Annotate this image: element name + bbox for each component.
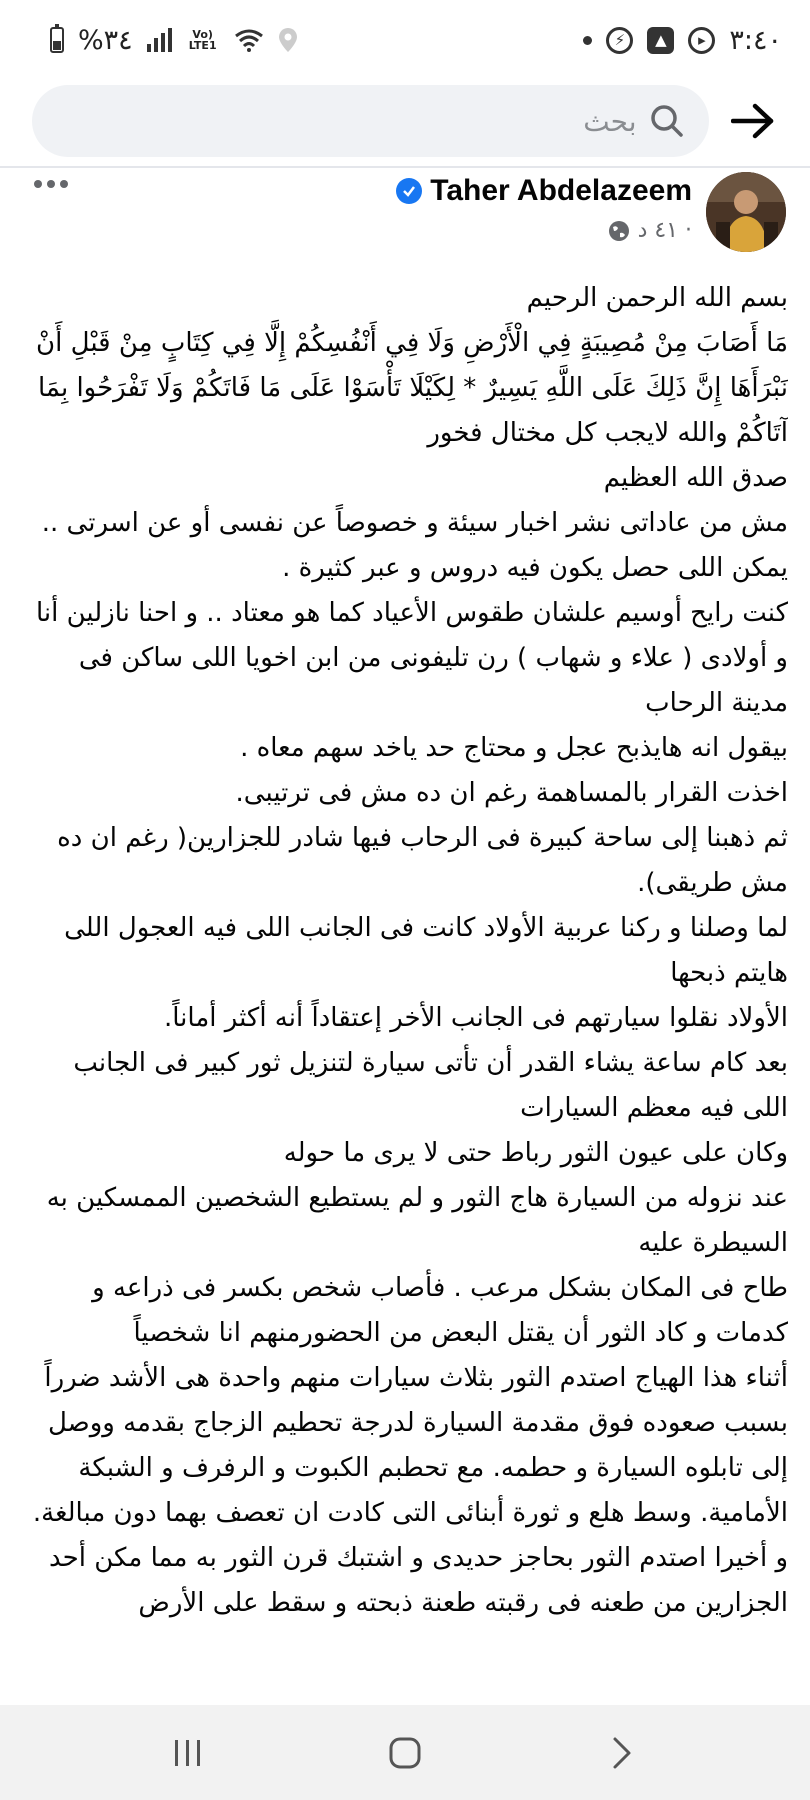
post-paragraph: صدق الله العظيم (603, 463, 788, 493)
post-paragraph: كنت رايح أوسيم علشان طقوس الأعياد كما هو معتاد .. و احنا نازلين أنا و أولادى ( علاء و شهاب ) رن تليفونى من ابن اخويا اللى ساكن فى مدينة الرحاب (35, 598, 788, 718)
author-name[interactable]: Taher Abdelazeem (430, 174, 692, 207)
post-paragraph: وكان على عيون الثور رباط حتى لا يرى ما حوله (283, 1138, 788, 1168)
post-paragraph: اخذت القرار بالمساهمة رغم ان ده مش فى ترتيبى. (235, 778, 788, 808)
notification-dot-icon (583, 36, 592, 45)
search-placeholder: بحث (583, 104, 637, 138)
post-paragraph: بعد كام ساعة يشاء القدر أن تأتى سيارة لتنزيل ثور كبير فى الجانب اللى فيه معظم السيارات (73, 1048, 788, 1123)
post-paragraph: الأولاد نقلوا سيارتهم فى الجانب الأخر إعتقاداً أنه أكثر أماناً. (163, 1003, 788, 1033)
post-header (0, 170, 810, 260)
gallery-icon: ▲ (647, 27, 674, 54)
post-time[interactable]: ٤١ د · (637, 218, 692, 243)
avatar-image (706, 172, 786, 252)
globe-icon (608, 220, 630, 242)
post-paragraph: بيقول انه هايذبح عجل و محتاج حد ياخد سهم معاه . (240, 733, 788, 763)
network-type: Vo) LTE1 (188, 28, 217, 52)
back-button[interactable] (729, 96, 778, 146)
wifi-icon (234, 28, 264, 52)
header-divider (0, 166, 810, 168)
post-paragraph: و أخيرا اصتدم الثور بحاجز حديدى و اشتبك قرن الثور به مما مكن أحد الجزارين من طعنه فى رقبته طعنة ذبحته و سقط على الأرض (49, 1543, 788, 1618)
app-notification-icon: ▸ (688, 27, 715, 54)
post-paragraph: أثناء هذا الهياج اصتدم الثور بثلاث سيارات منهم واحدة هى الأشد ضرراً بسبب صعوده فوق مقدمة السيارة لدرجة تحطيم الزجاج بقدمه ووصل إلى تابلوه السيارة و حطمه. مع تحطبم الكبوت و الرفرف و الشبكة الأمامية. وسط هلع و ثورة أبنائى التى كادت ان تعصف بهما دون مبالغة. (32, 1363, 788, 1528)
post-paragraph: مَا أَصَابَ مِنْ مُصِيبَةٍ فِي الْأَرْضِ وَلَا فِي أَنْفُسِكُمْ إِلَّا فِي كِتَابٍ مِنْ قَبْلِ أَنْ نَبْرَأَهَا إِنَّ ذَلِكَ عَلَى اللَّهِ يَسِيرٌ * لِكَيْلَا تَأْسَوْا عَلَى مَا فَاتَكُمْ وَلَا تَفْرَحُوا بِمَا آتَاكُمْ والله لايجب كل مختال فخور (36, 328, 788, 448)
status-bar (0, 0, 810, 80)
post-body (22, 276, 788, 1706)
post-paragraph: مش من عاداتى نشر اخبار سيئة و خصوصاً عن نفسى أو عن اسرتى .. يمكن اللى حصل يكون فيه دروس و عبر كثيرة . (41, 508, 788, 583)
more-options-button[interactable] (34, 180, 68, 188)
search-icon (647, 102, 685, 140)
status-right (583, 25, 782, 56)
messenger-icon: ⚡ (606, 27, 633, 54)
author-row (396, 174, 692, 208)
clock: ٣:٤٠ (729, 24, 782, 56)
post-paragraph: لما وصلنا و ركنا عربية الأولاد كانت فى الجانب اللى فيه العجول اللى هايتم ذبحها (64, 913, 788, 988)
recent-apps-button[interactable] (158, 1723, 218, 1783)
signal-icon (147, 28, 172, 52)
status-left (50, 25, 298, 56)
avatar[interactable] (706, 172, 786, 252)
search-input[interactable] (32, 85, 709, 157)
home-icon (388, 1736, 422, 1770)
home-button[interactable] (375, 1723, 435, 1783)
verified-badge-icon (396, 178, 422, 204)
battery-icon (50, 27, 64, 53)
post-meta (608, 218, 692, 243)
location-icon (278, 27, 298, 53)
system-nav-bar (0, 1705, 810, 1800)
post-paragraph: بسم الله الرحمن الرحيم (526, 283, 788, 313)
back-nav-button[interactable] (592, 1723, 652, 1783)
recent-apps-icon (172, 1738, 204, 1768)
post-paragraph: طاح فى المكان بشكل مرعب . فأصاب شخص بكسر فى ذراعه و كدمات و كاد الثور أن يقتل البعض من الحضورمنهم انا شخصياً (92, 1273, 788, 1348)
battery-level: %٣٤ (78, 24, 133, 56)
post-paragraph: عند نزوله من السيارة هاج الثور و لم يستطيع الشخصين الممسكين به السيطرة عليه (46, 1183, 788, 1258)
arrow-right-icon (731, 103, 775, 139)
chevron-right-icon (611, 1736, 633, 1770)
post-paragraph: ثم ذهبنا إلى ساحة كبيرة فى الرحاب فيها شادر للجزارين( رغم ان ده مش طريقى). (57, 823, 788, 898)
top-bar (0, 80, 810, 162)
